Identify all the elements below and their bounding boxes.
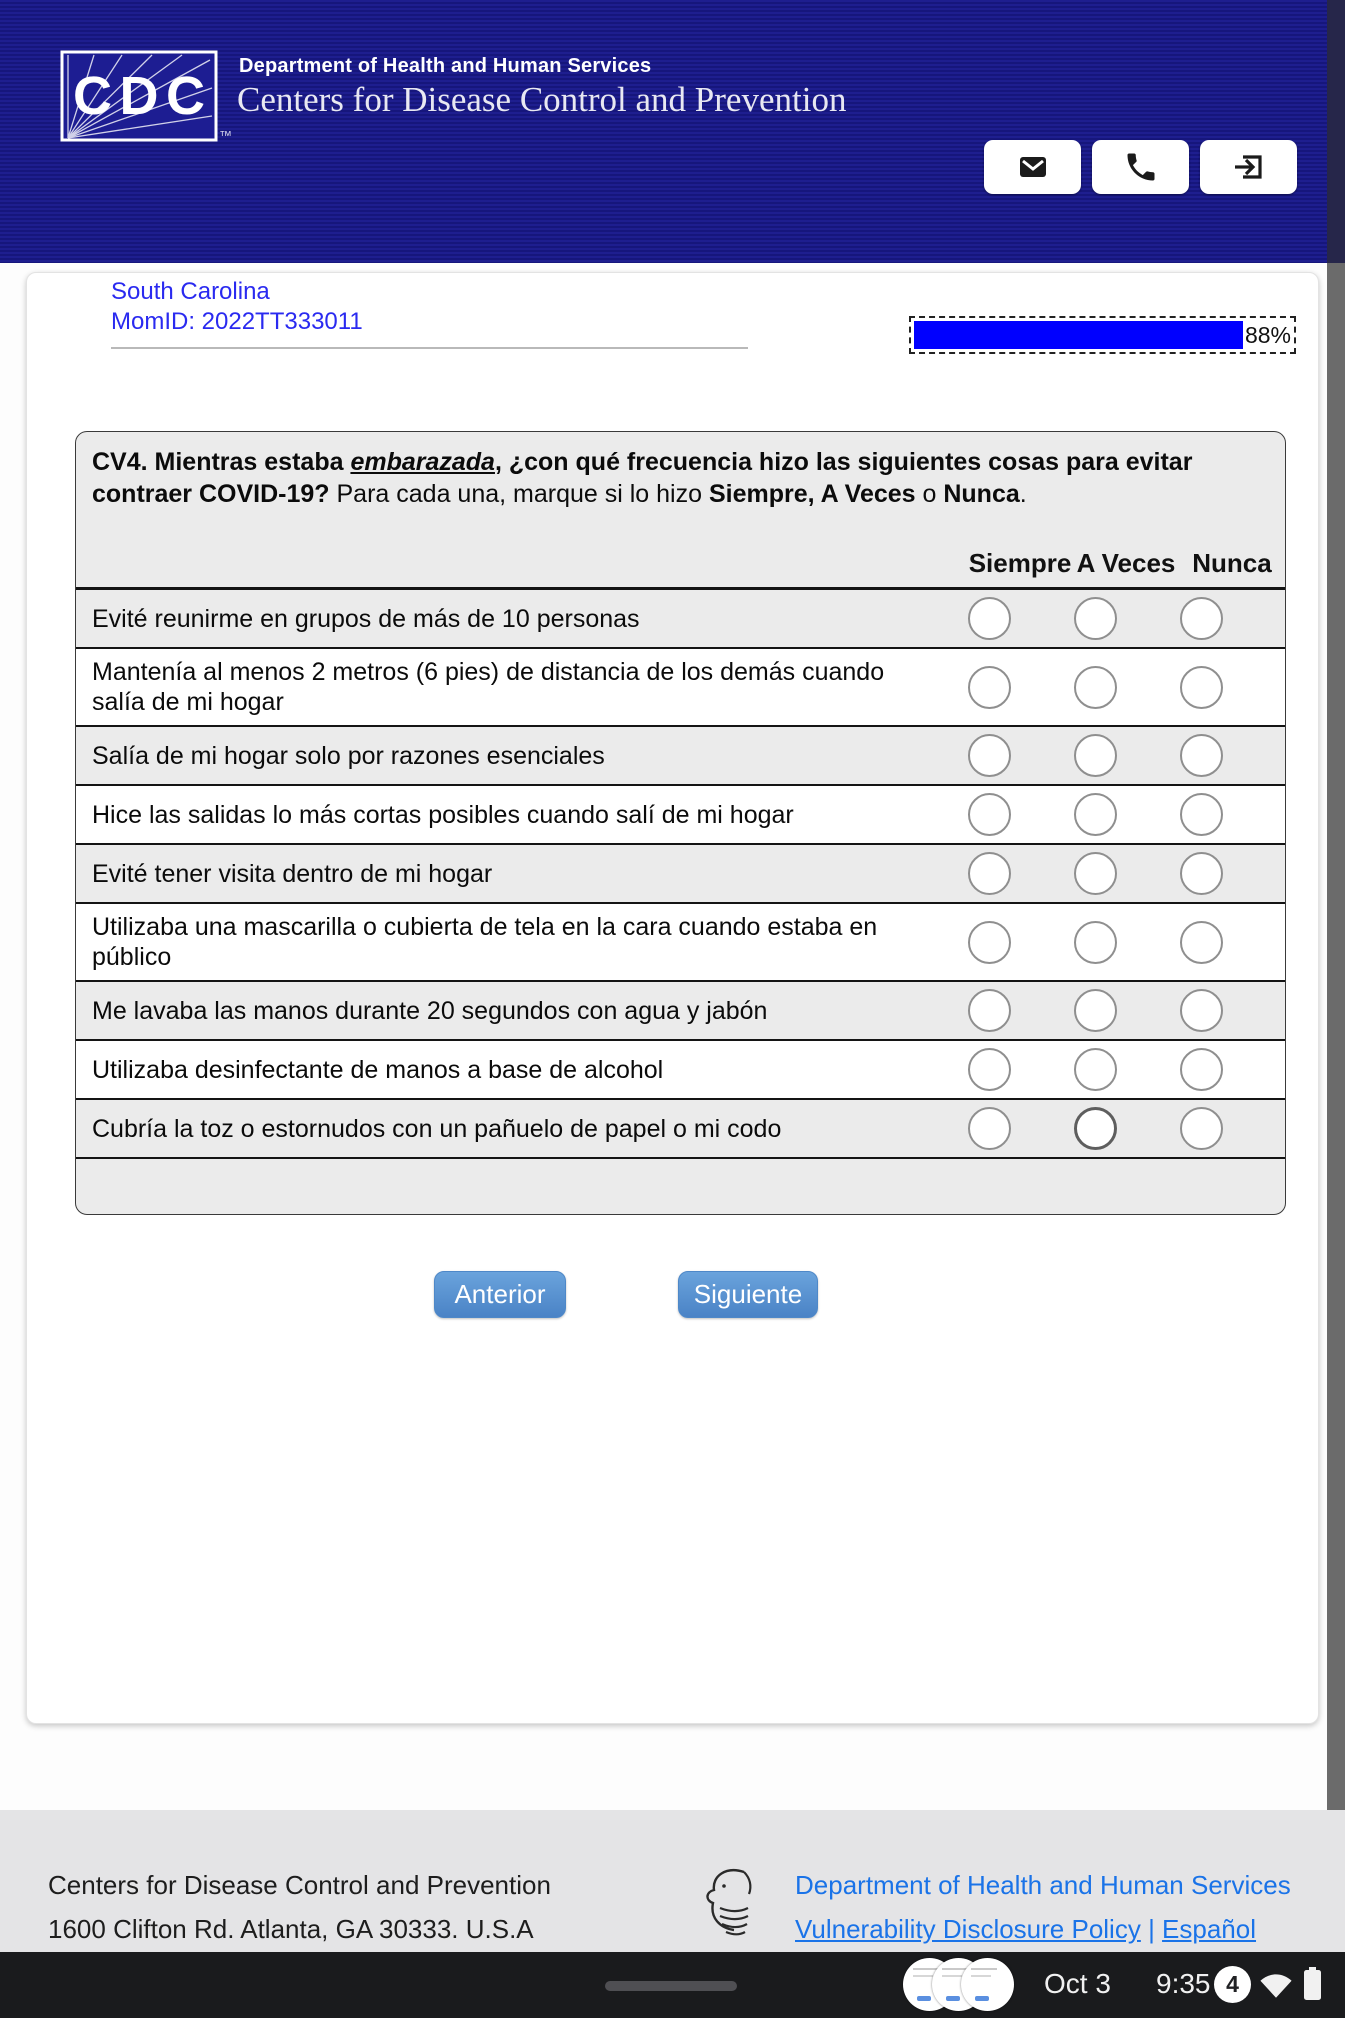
scrollbar-track-top [1327, 0, 1345, 263]
dept-line: Department of Health and Human Services [239, 55, 652, 77]
radio-siempre[interactable] [968, 989, 1011, 1032]
banner-actions [984, 140, 1297, 194]
column-header-nunca: Nunca [1192, 548, 1272, 578]
radio-aveces[interactable] [1074, 1048, 1117, 1091]
status-date: Oct 3 [1044, 1968, 1111, 1999]
row-label: Utilizaba desinfectante de manos a base de alcohol [92, 1055, 664, 1084]
radio-nunca[interactable] [1180, 734, 1223, 777]
table-row [76, 786, 1285, 845]
table-row [76, 982, 1285, 1041]
radio-siempre[interactable] [968, 597, 1011, 640]
table-row [76, 1041, 1285, 1100]
footer-org: Centers for Disease Control and Prevention [48, 1870, 551, 1900]
row-label: Cubría la toz o estornudos con un pañuelo de papel o mi codo [92, 1114, 782, 1143]
cdc-logo [60, 50, 218, 142]
state-label: South Carolina [111, 278, 270, 305]
row-label: Mantenía al menos 2 metros (6 pies) de distancia de los demás cuando salía de mi hogar [92, 658, 885, 716]
logout-button[interactable] [1200, 140, 1297, 194]
table-row [76, 649, 1285, 727]
battery-icon [1300, 1964, 1324, 2004]
radio-nunca[interactable] [1180, 666, 1223, 709]
question-text: CV4. Mientras estaba embarazada, ¿con qué frecuencia hizo las siguientes cosas para evitar contraer COVID-19? Para cada una, marque si lo hizo Siempre, A Veces o Nunca. [92, 448, 1193, 508]
gesture-pill[interactable] [605, 1981, 737, 1991]
underlined-word: embarazada [350, 448, 495, 476]
answer-header-row [76, 548, 1285, 590]
divider [111, 347, 748, 349]
radio-nunca[interactable] [1180, 989, 1223, 1032]
screenshot-bubbles[interactable] [903, 1956, 1019, 2014]
radio-siempre[interactable] [968, 793, 1011, 836]
radio-siempre[interactable] [968, 1048, 1011, 1091]
radio-aveces[interactable] [1074, 597, 1117, 640]
radio-aveces[interactable] [1074, 1107, 1117, 1150]
radio-nunca[interactable] [1180, 1107, 1223, 1150]
radio-siempre[interactable] [968, 1107, 1011, 1150]
footer-link-espanol[interactable]: Español [1162, 1914, 1257, 1944]
radio-aveces[interactable] [1074, 921, 1117, 964]
org-line: Centers for Disease Control and Prevention [237, 80, 847, 119]
email-button[interactable] [984, 140, 1081, 194]
trademark-symbol: ™ [219, 128, 232, 143]
previous-button[interactable]: Anterior [434, 1271, 566, 1318]
radio-aveces[interactable] [1074, 852, 1117, 895]
phone-icon [1123, 149, 1159, 185]
row-label: Evité reunirme en grupos de más de 10 personas [92, 604, 640, 633]
row-label: Salía de mi hogar solo por razones esenciales [92, 741, 605, 770]
email-icon [1015, 149, 1051, 185]
scrollbar-thumb[interactable] [1327, 263, 1345, 1870]
radio-aveces[interactable] [1074, 734, 1117, 777]
radio-nunca[interactable] [1180, 1048, 1223, 1091]
wifi-icon [1259, 1970, 1293, 2000]
question-panel [75, 431, 1286, 1215]
mom-id-label: MomID: 2022TT333011 [111, 308, 363, 335]
progress-bar [909, 316, 1296, 354]
progress-fill [914, 321, 1243, 349]
radio-siempre[interactable] [968, 734, 1011, 777]
row-label: Hice las salidas lo más cortas posibles cuando salí de mi hogar [92, 800, 794, 829]
radio-nunca[interactable] [1180, 921, 1223, 964]
radio-siempre[interactable] [968, 852, 1011, 895]
progress-percent: 88% [1244, 321, 1291, 348]
table-row [76, 845, 1285, 904]
footer-address: 1600 Clifton Rd. Atlanta, GA 30333. U.S.A [48, 1914, 534, 1944]
bubble-icon [961, 1958, 1014, 2011]
row-label: Utilizaba una mascarilla o cubierta de tela en la cara cuando estaba en público [92, 913, 878, 971]
footer-link-hhs[interactable]: Department of Health and Human Services [795, 1870, 1291, 1900]
radio-aveces[interactable] [1074, 793, 1117, 836]
radio-nunca[interactable] [1180, 852, 1223, 895]
radio-siempre[interactable] [968, 921, 1011, 964]
answer-rows [76, 590, 1285, 1159]
table-row [76, 904, 1285, 982]
row-label: Evité tener visita dentro de mi hogar [92, 859, 493, 888]
radio-nunca[interactable] [1180, 793, 1223, 836]
table-row [76, 590, 1285, 649]
cdc-banner [0, 0, 1345, 263]
radio-nunca[interactable] [1180, 597, 1223, 640]
column-header-aveces: A Veces [1076, 548, 1176, 578]
footer-link-vdp[interactable]: Vulnerability Disclosure Policy [795, 1914, 1141, 1944]
row-label: Me lavaba las manos durante 20 segundos con agua y jabón [92, 996, 768, 1025]
survey-card [26, 272, 1319, 1724]
table-row [76, 727, 1285, 786]
footer-links-secondary: Vulnerability Disclosure Policy | Español [795, 1914, 1257, 1944]
next-button[interactable]: Siguiente [678, 1271, 818, 1318]
android-status-bar [0, 1952, 1345, 2018]
radio-aveces[interactable] [1074, 666, 1117, 709]
radio-aveces[interactable] [1074, 989, 1117, 1032]
table-row [76, 1100, 1285, 1159]
exit-icon [1231, 149, 1267, 185]
radio-siempre[interactable] [968, 666, 1011, 709]
hhs-logo-icon [700, 1864, 762, 1954]
footer [0, 1810, 1345, 1952]
svg-text:CDC: CDC [73, 66, 205, 126]
column-header-siempre: Siempre [968, 548, 1072, 578]
notification-badge: 4 [1214, 1966, 1251, 2003]
phone-button[interactable] [1092, 140, 1189, 194]
status-time: 9:35 [1156, 1968, 1211, 1999]
